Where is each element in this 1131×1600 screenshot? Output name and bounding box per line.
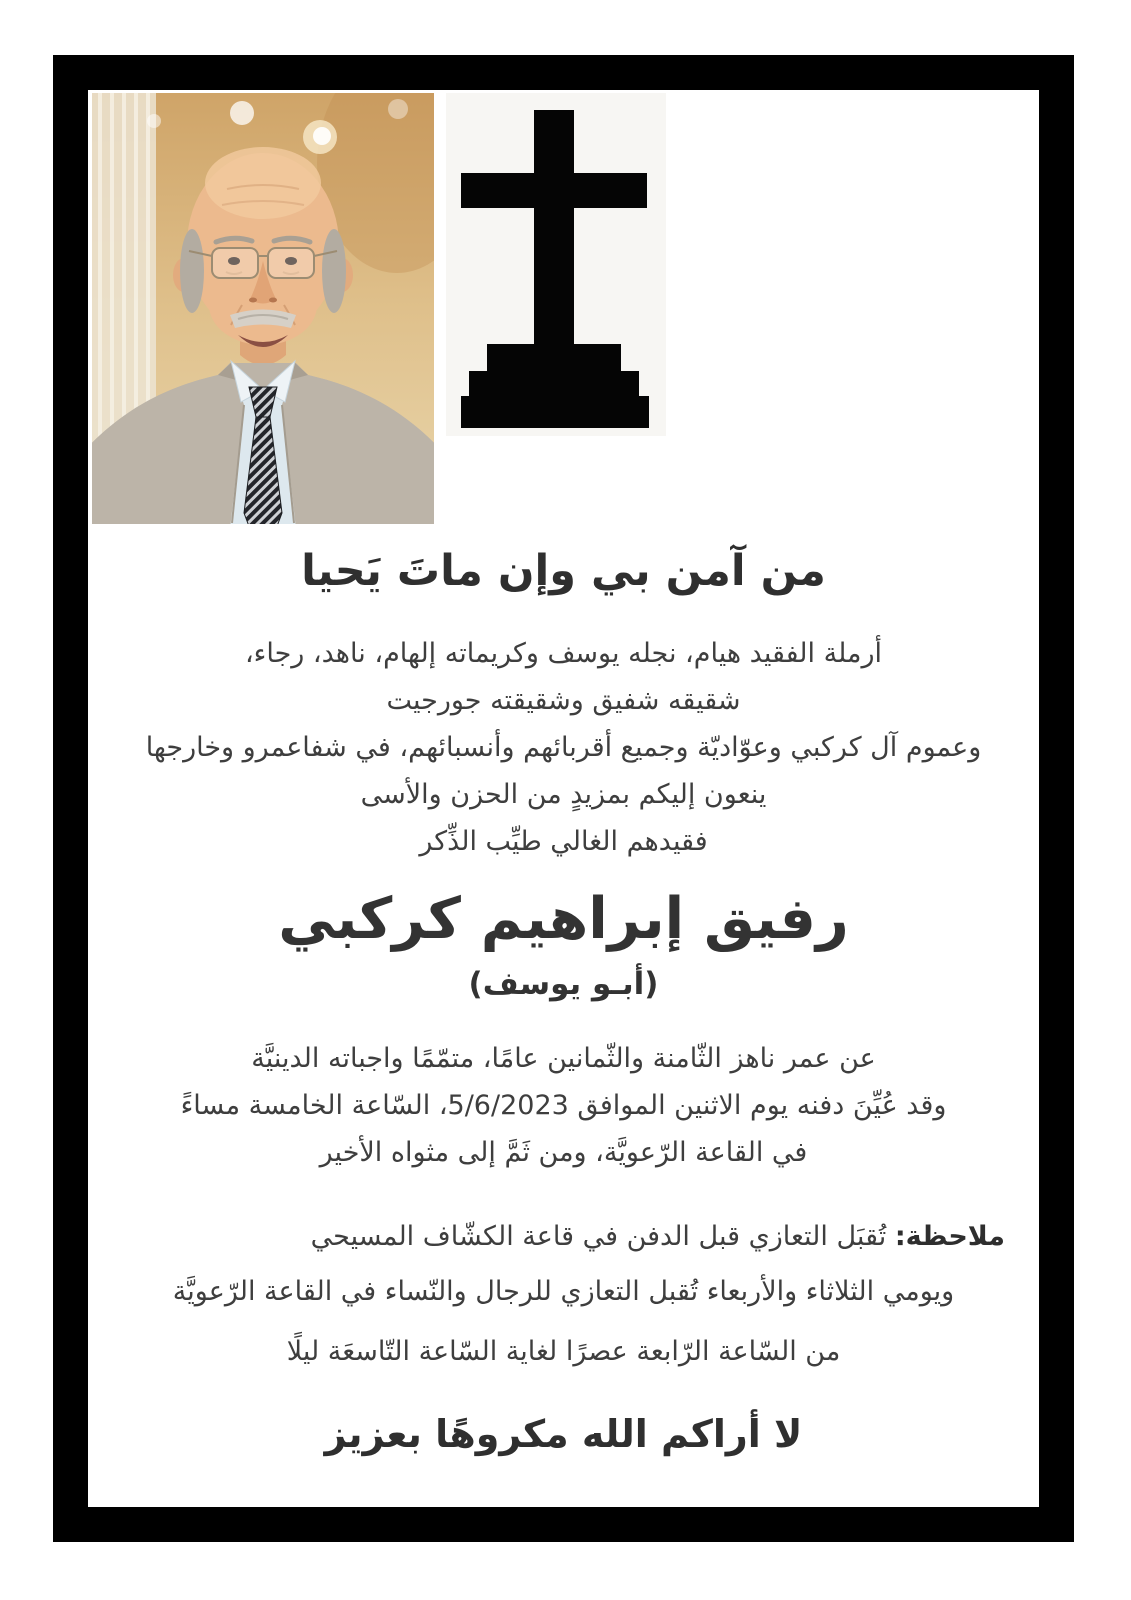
note-section [88, 1212, 1039, 1382]
funeral-line: في القاعة الرّعويَّة، ومن ثَمَّ إلى مثواه الأخير [319, 1137, 808, 1168]
funeral-line: وقد عُيِّنَ دفنه يوم الاثنين الموافق 5/6/2023، السّاعة الخامسة مساءً [180, 1090, 947, 1121]
note-label: ملاحظة: [894, 1221, 1005, 1252]
frame-inner [88, 90, 1039, 1507]
announcement-line: أرملة الفقيد هيام، نجله يوسف وكريماته إلهام، ناهد، رجاء، [244, 638, 883, 669]
closing-line: لا أراكم الله مكروهًا بعزيز [324, 1412, 803, 1456]
note-line: من السّاعة الرّابعة عصرًا لغاية السّاعة التّاسعَة ليلًا [286, 1336, 841, 1367]
deceased-name: رفيق إبراهيم كركبي [278, 886, 849, 952]
announcement-line: ينعون إليكم بمزيدٍ من الحزن والأسى [360, 779, 767, 810]
note-line: ويومي الثلاثاء والأربعاء تُقبل التعازي للرجال والنّساء في القاعة الرّعويَّة [172, 1276, 955, 1307]
announcement-line: وعموم آل كركبي وعوّاديّة وجميع أقربائهم وأنسبائهم، في شفاعمرو وخارجها [145, 732, 982, 763]
deceased-kunya: (أبـو يوسف) [468, 966, 659, 1002]
verse-title: من آمن بي وإن ماتَ يَحيا [301, 546, 826, 596]
announcement-line: شقيقه شفيق وشقيقته جورجيت [386, 685, 741, 716]
obituary-text [88, 90, 1039, 1464]
border-frame [53, 55, 1074, 1542]
announcement-paragraph [88, 630, 1039, 865]
funeral-paragraph [88, 1035, 1039, 1176]
funeral-line: عن عمر ناهز الثّامنة والثّمانين عامًا، متمّمًا واجباته الدينيَّة [251, 1043, 876, 1074]
note-first-text: تُقبَل التعازي قبل الدفن في قاعة الكشّاف المسيحي [310, 1221, 895, 1252]
announcement-line: فقيدهم الغالي طيِّب الذِّكر [419, 826, 708, 857]
note-first-line [88, 1212, 1039, 1262]
